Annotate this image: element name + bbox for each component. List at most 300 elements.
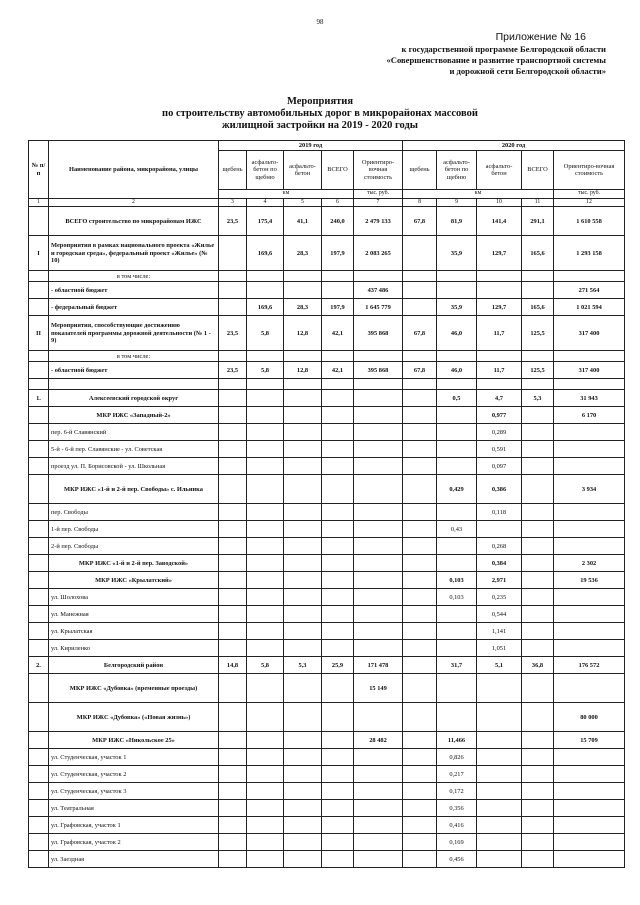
column-number-cell: 9 xyxy=(437,199,477,207)
value-cell xyxy=(322,749,354,766)
col-header-asphalt-gravel-2020: асфальто-бетон по щебню xyxy=(437,151,477,190)
value-cell xyxy=(554,589,625,606)
value-cell xyxy=(554,674,625,703)
value-cell: 125,5 xyxy=(522,316,554,351)
col-header-asphalt-2020: асфальто-бетон xyxy=(477,151,522,190)
value-cell xyxy=(219,572,247,589)
row-number xyxy=(29,674,49,703)
value-cell xyxy=(477,271,522,282)
value-cell xyxy=(354,800,403,817)
value-cell: 80 000 xyxy=(554,703,625,732)
value-cell xyxy=(477,379,522,390)
table-row xyxy=(29,282,625,299)
value-cell: 19 536 xyxy=(554,572,625,589)
value-cell xyxy=(554,623,625,640)
value-cell: 11,466 xyxy=(437,732,477,749)
value-cell xyxy=(477,282,522,299)
table-body xyxy=(29,199,625,868)
value-cell xyxy=(522,538,554,555)
value-cell: 0,544 xyxy=(477,606,522,623)
value-cell xyxy=(284,521,322,538)
value-cell: 67,8 xyxy=(403,207,437,236)
value-cell xyxy=(477,766,522,783)
value-cell xyxy=(219,749,247,766)
value-cell: 15 709 xyxy=(554,732,625,749)
value-cell xyxy=(477,351,522,362)
value-cell xyxy=(322,703,354,732)
col-header-number: № п/п xyxy=(29,141,49,199)
value-cell: 5,8 xyxy=(247,657,284,674)
value-cell xyxy=(354,766,403,783)
row-name: МКР ИЖС «Западный-2» xyxy=(49,407,219,424)
value-cell xyxy=(247,521,284,538)
value-cell: 1,141 xyxy=(477,623,522,640)
value-cell xyxy=(403,783,437,800)
value-cell: 240,0 xyxy=(322,207,354,236)
value-cell xyxy=(437,504,477,521)
value-cell xyxy=(522,351,554,362)
appendix-title: Приложение № 16 xyxy=(495,31,586,43)
row-name: ул. Кириленко xyxy=(49,640,219,657)
value-cell xyxy=(554,424,625,441)
row-name: Мероприятия, способствующие достижению показателей программы дорожной деятельности (№ 1 - 9) xyxy=(49,316,219,351)
value-cell xyxy=(219,766,247,783)
value-cell xyxy=(247,834,284,851)
page-number: 98 xyxy=(316,18,324,26)
value-cell xyxy=(403,657,437,674)
row-name: 5-й - 6-й пер. Славянские - ул. Советская xyxy=(49,441,219,458)
row-number xyxy=(29,299,49,316)
value-cell xyxy=(284,572,322,589)
value-cell xyxy=(437,424,477,441)
value-cell xyxy=(219,623,247,640)
value-cell: 12,8 xyxy=(284,362,322,379)
value-cell xyxy=(247,555,284,572)
row-name: МКР ИЖС «Никольское 25» xyxy=(49,732,219,749)
value-cell: 67,8 xyxy=(403,362,437,379)
row-name: ул. Студенческая, участок 2 xyxy=(49,766,219,783)
value-cell: 169,6 xyxy=(247,299,284,316)
value-cell xyxy=(247,703,284,732)
column-number-cell: 10 xyxy=(477,199,522,207)
value-cell: 0,169 xyxy=(437,834,477,851)
value-cell: 4,7 xyxy=(477,390,522,407)
value-cell xyxy=(403,800,437,817)
value-cell xyxy=(322,800,354,817)
value-cell xyxy=(219,351,247,362)
value-cell xyxy=(284,703,322,732)
value-cell xyxy=(554,379,625,390)
value-cell: 165,6 xyxy=(522,236,554,271)
value-cell xyxy=(403,834,437,851)
table-row xyxy=(29,703,625,732)
value-cell: 197,9 xyxy=(322,299,354,316)
value-cell xyxy=(322,441,354,458)
value-cell: 0,217 xyxy=(437,766,477,783)
value-cell xyxy=(219,424,247,441)
value-cell xyxy=(437,282,477,299)
row-name: Белгородский район xyxy=(49,657,219,674)
value-cell xyxy=(354,817,403,834)
measures-table xyxy=(28,140,625,868)
row-number xyxy=(29,475,49,504)
value-cell: 81,9 xyxy=(437,207,477,236)
column-number-cell: 6 xyxy=(322,199,354,207)
value-cell: 0,097 xyxy=(477,458,522,475)
value-cell xyxy=(403,475,437,504)
value-cell xyxy=(403,299,437,316)
value-cell: 125,5 xyxy=(522,362,554,379)
value-cell xyxy=(554,271,625,282)
value-cell xyxy=(284,817,322,834)
row-name: 2-й пер. Свободы xyxy=(49,538,219,555)
value-cell xyxy=(354,271,403,282)
row-number xyxy=(29,207,49,236)
value-cell xyxy=(247,538,284,555)
value-cell: 129,7 xyxy=(477,236,522,271)
value-cell xyxy=(437,538,477,555)
value-cell xyxy=(522,606,554,623)
value-cell: 35,9 xyxy=(437,299,477,316)
row-number xyxy=(29,749,49,766)
value-cell xyxy=(554,851,625,868)
column-number-cell: 2 xyxy=(49,199,219,207)
row-number: I xyxy=(29,236,49,271)
table-row xyxy=(29,236,625,271)
value-cell xyxy=(219,834,247,851)
column-number-cell: 3 xyxy=(219,199,247,207)
value-cell xyxy=(354,475,403,504)
value-cell: 169,6 xyxy=(247,236,284,271)
value-cell xyxy=(354,623,403,640)
value-cell xyxy=(219,458,247,475)
value-cell: 0,429 xyxy=(437,475,477,504)
value-cell xyxy=(354,407,403,424)
value-cell xyxy=(437,555,477,572)
value-cell xyxy=(219,640,247,657)
value-cell: 0,591 xyxy=(477,441,522,458)
value-cell xyxy=(247,851,284,868)
table-row xyxy=(29,606,625,623)
table-row xyxy=(29,458,625,475)
value-cell xyxy=(522,800,554,817)
value-cell: 437 486 xyxy=(354,282,403,299)
value-cell xyxy=(284,674,322,703)
value-cell xyxy=(554,800,625,817)
row-name: ул. Студенческая, участок 1 xyxy=(49,749,219,766)
value-cell: 129,7 xyxy=(477,299,522,316)
table-row xyxy=(29,657,625,674)
row-name: Мероприятия в рамках национального проекта «Жилье и городская среда», федеральный проект «Жилье» (№ 10) xyxy=(49,236,219,271)
value-cell xyxy=(322,407,354,424)
row-name: в том числе: xyxy=(49,351,219,362)
value-cell xyxy=(284,475,322,504)
row-name: ул. Графовская, участок 1 xyxy=(49,817,219,834)
value-cell xyxy=(522,424,554,441)
value-cell xyxy=(437,674,477,703)
value-cell xyxy=(477,834,522,851)
value-cell: 35,9 xyxy=(437,236,477,271)
value-cell xyxy=(219,379,247,390)
value-cell: 11,7 xyxy=(477,362,522,379)
row-name: проезд ул. П. Борисовской - ул. Школьная xyxy=(49,458,219,475)
value-cell xyxy=(322,351,354,362)
value-cell xyxy=(284,783,322,800)
value-cell xyxy=(554,640,625,657)
column-number-cell: 12 xyxy=(554,199,625,207)
row-number xyxy=(29,555,49,572)
table-row xyxy=(29,834,625,851)
value-cell xyxy=(284,441,322,458)
value-cell xyxy=(477,851,522,868)
value-cell xyxy=(354,555,403,572)
row-name: МКР ИЖС «1-й и 2-й пер. Свободы» с. Ильинка xyxy=(49,475,219,504)
table-row xyxy=(29,299,625,316)
value-cell xyxy=(403,351,437,362)
value-cell xyxy=(354,441,403,458)
table-row xyxy=(29,783,625,800)
appendix-line-3: и дорожной сети Белгородской области» xyxy=(449,66,606,76)
row-number xyxy=(29,351,49,362)
value-cell xyxy=(477,521,522,538)
column-number-cell: 5 xyxy=(284,199,322,207)
value-cell: 395 868 xyxy=(354,362,403,379)
value-cell: 175,4 xyxy=(247,207,284,236)
table-row xyxy=(29,390,625,407)
value-cell: 0,289 xyxy=(477,424,522,441)
value-cell: 197,9 xyxy=(322,236,354,271)
value-cell xyxy=(322,834,354,851)
value-cell: 1 610 558 xyxy=(554,207,625,236)
table-row xyxy=(29,504,625,521)
value-cell xyxy=(354,640,403,657)
value-cell xyxy=(284,282,322,299)
value-cell: 28,3 xyxy=(284,299,322,316)
value-cell xyxy=(522,834,554,851)
value-cell: 1 021 594 xyxy=(554,299,625,316)
column-number-cell: 8 xyxy=(403,199,437,207)
value-cell xyxy=(247,817,284,834)
value-cell xyxy=(219,521,247,538)
value-cell xyxy=(403,282,437,299)
value-cell: 28,3 xyxy=(284,236,322,271)
value-cell xyxy=(284,458,322,475)
value-cell xyxy=(247,589,284,606)
value-cell xyxy=(477,817,522,834)
value-cell xyxy=(354,458,403,475)
value-cell: 5,3 xyxy=(522,390,554,407)
value-cell xyxy=(219,299,247,316)
value-cell xyxy=(247,407,284,424)
value-cell: 0,5 xyxy=(437,390,477,407)
value-cell: 0,416 xyxy=(437,817,477,834)
row-number xyxy=(29,538,49,555)
value-cell xyxy=(403,749,437,766)
table-row xyxy=(29,749,625,766)
table-row xyxy=(29,572,625,589)
unit-km-2019: км xyxy=(219,190,354,199)
value-cell: 2 083 265 xyxy=(354,236,403,271)
value-cell xyxy=(403,236,437,271)
value-cell xyxy=(554,538,625,555)
value-cell xyxy=(219,783,247,800)
value-cell xyxy=(437,271,477,282)
value-cell xyxy=(522,640,554,657)
row-name: ул. Крылатская xyxy=(49,623,219,640)
value-cell xyxy=(284,834,322,851)
column-number-cell: 11 xyxy=(522,199,554,207)
value-cell xyxy=(403,504,437,521)
value-cell xyxy=(247,766,284,783)
value-cell xyxy=(284,589,322,606)
value-cell: 1 293 158 xyxy=(554,236,625,271)
col-header-gravel-2019: щебень xyxy=(219,151,247,190)
row-number xyxy=(29,732,49,749)
value-cell xyxy=(554,749,625,766)
value-cell: 0,384 xyxy=(477,555,522,572)
value-cell xyxy=(219,538,247,555)
title-line-1: Мероприятия xyxy=(286,96,354,107)
value-cell: 41,1 xyxy=(284,207,322,236)
value-cell xyxy=(437,703,477,732)
value-cell: 0,172 xyxy=(437,783,477,800)
value-cell xyxy=(284,271,322,282)
col-header-gravel-2020: щебень xyxy=(403,151,437,190)
column-numbers-row xyxy=(29,199,625,207)
value-cell xyxy=(247,458,284,475)
value-cell: 395 868 xyxy=(354,316,403,351)
title-line-2: по строительству автомобильных дорог в микрорайонах массовой xyxy=(162,108,478,119)
value-cell: 5,1 xyxy=(477,657,522,674)
value-cell xyxy=(522,441,554,458)
value-cell xyxy=(354,379,403,390)
value-cell xyxy=(522,589,554,606)
value-cell xyxy=(247,475,284,504)
row-name: пер. 6-й Славянский xyxy=(49,424,219,441)
value-cell xyxy=(522,766,554,783)
value-cell xyxy=(247,606,284,623)
value-cell xyxy=(219,407,247,424)
value-cell xyxy=(284,390,322,407)
value-cell xyxy=(477,749,522,766)
value-cell: 31,7 xyxy=(437,657,477,674)
row-number xyxy=(29,817,49,834)
col-header-asphalt-2019: асфальто-бетон xyxy=(284,151,322,190)
value-cell xyxy=(522,379,554,390)
value-cell xyxy=(522,783,554,800)
title-line-3: жилищной застройки на 2019 - 2020 годы xyxy=(222,120,418,131)
value-cell xyxy=(284,351,322,362)
col-header-asphalt-gravel-2019: асфальто-бетон по щебню xyxy=(247,151,284,190)
value-cell: 25,9 xyxy=(322,657,354,674)
value-cell xyxy=(554,458,625,475)
table-row xyxy=(29,555,625,572)
value-cell xyxy=(403,458,437,475)
row-number xyxy=(29,572,49,589)
value-cell xyxy=(284,640,322,657)
table-row xyxy=(29,351,625,362)
row-number: 2. xyxy=(29,657,49,674)
value-cell xyxy=(522,271,554,282)
row-name: - областной бюджет xyxy=(49,362,219,379)
col-header-total-2019: ВСЕГО xyxy=(322,151,354,190)
value-cell xyxy=(403,703,437,732)
value-cell xyxy=(322,538,354,555)
value-cell: 3 934 xyxy=(554,475,625,504)
value-cell xyxy=(247,732,284,749)
table-row xyxy=(29,521,625,538)
value-cell xyxy=(284,800,322,817)
value-cell xyxy=(284,504,322,521)
value-cell: 0,977 xyxy=(477,407,522,424)
value-cell xyxy=(554,766,625,783)
row-name: 1-й пер. Свободы xyxy=(49,521,219,538)
value-cell xyxy=(247,351,284,362)
value-cell xyxy=(437,640,477,657)
row-name: ВСЕГО строительство по микрорайонам ИЖС xyxy=(49,207,219,236)
row-number xyxy=(29,441,49,458)
value-cell: 0,118 xyxy=(477,504,522,521)
value-cell: 317 400 xyxy=(554,316,625,351)
table-row xyxy=(29,674,625,703)
value-cell: 176 572 xyxy=(554,657,625,674)
value-cell xyxy=(354,572,403,589)
row-name: ул. Театральная xyxy=(49,800,219,817)
value-cell xyxy=(247,441,284,458)
value-cell xyxy=(522,572,554,589)
value-cell xyxy=(219,282,247,299)
document-title xyxy=(0,96,640,132)
value-cell xyxy=(219,732,247,749)
row-number xyxy=(29,379,49,390)
value-cell xyxy=(219,606,247,623)
value-cell xyxy=(554,817,625,834)
value-cell xyxy=(219,390,247,407)
value-cell xyxy=(284,407,322,424)
value-cell xyxy=(437,407,477,424)
unit-rub-2020: тыс. руб. xyxy=(554,190,625,199)
value-cell xyxy=(322,606,354,623)
value-cell xyxy=(322,555,354,572)
value-cell xyxy=(403,441,437,458)
col-header-cost-2019: Ориентиро-вочная стоимость xyxy=(354,151,403,190)
value-cell xyxy=(219,589,247,606)
value-cell xyxy=(322,589,354,606)
value-cell: 2,971 xyxy=(477,572,522,589)
appendix-line-1: к государственной программе Белгородской области xyxy=(401,44,606,54)
value-cell xyxy=(403,407,437,424)
value-cell xyxy=(437,351,477,362)
row-name: пер. Свободы xyxy=(49,504,219,521)
value-cell xyxy=(284,851,322,868)
value-cell xyxy=(522,674,554,703)
value-cell xyxy=(284,379,322,390)
value-cell: 23,5 xyxy=(219,362,247,379)
value-cell xyxy=(322,475,354,504)
value-cell xyxy=(522,623,554,640)
value-cell xyxy=(554,783,625,800)
value-cell: 36,8 xyxy=(522,657,554,674)
value-cell xyxy=(354,851,403,868)
value-cell xyxy=(284,424,322,441)
row-number xyxy=(29,800,49,817)
value-cell xyxy=(522,475,554,504)
row-name: МКР ИЖС «Крылатский» xyxy=(49,572,219,589)
row-name: ул. Графовская, участок 2 xyxy=(49,834,219,851)
value-cell xyxy=(403,390,437,407)
value-cell xyxy=(322,674,354,703)
value-cell xyxy=(522,521,554,538)
